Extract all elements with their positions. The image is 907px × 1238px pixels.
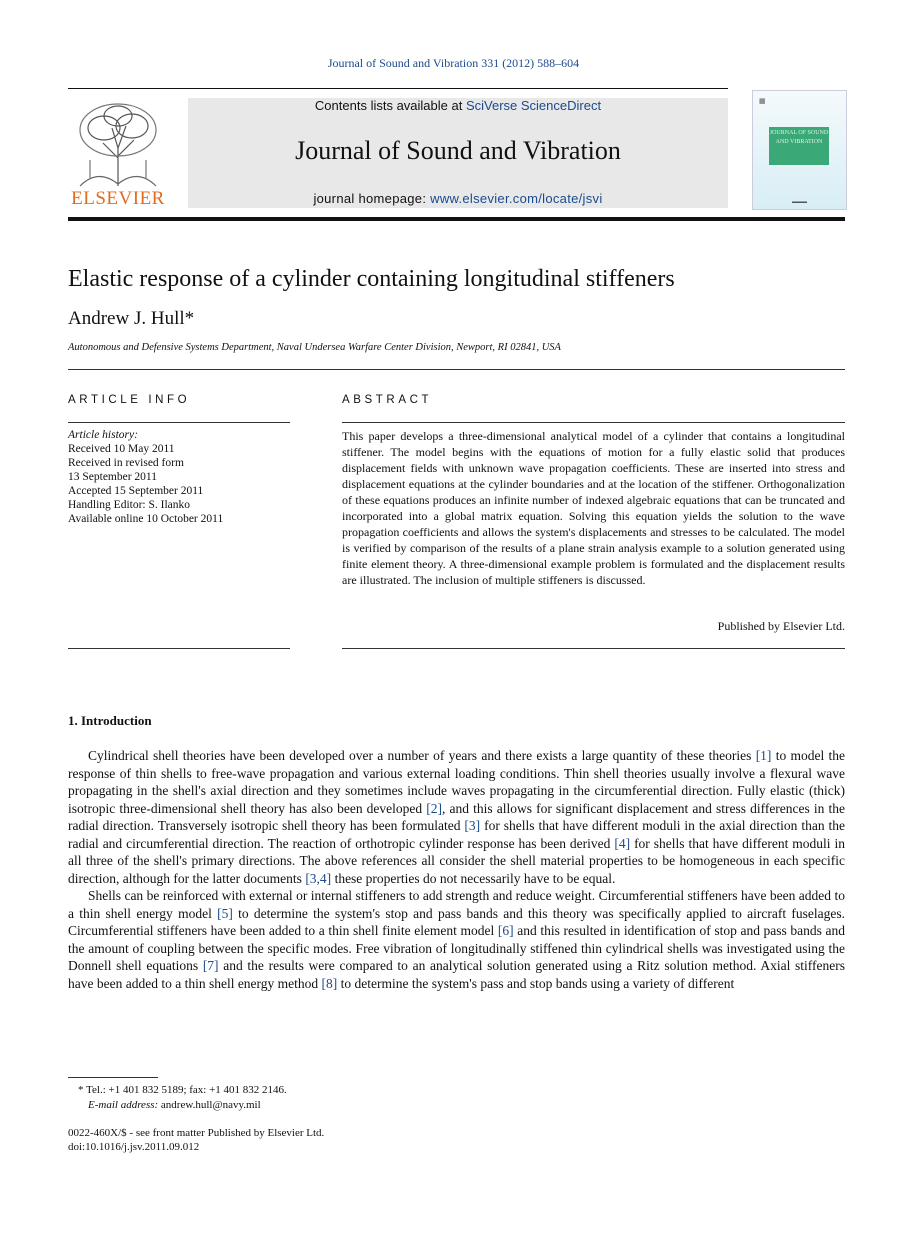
elsevier-wordmark: ELSEVIER — [71, 188, 165, 209]
history-item: 13 September 2011 — [68, 471, 158, 483]
citation-link[interactable]: [5] — [217, 905, 233, 921]
footnote-email-line — [68, 1098, 287, 1113]
text-run: to determine the system's pass and stop bands using a variety of different — [337, 975, 735, 991]
citation-link[interactable]: [7] — [202, 958, 219, 973]
homepage-prefix: journal homepage: — [313, 191, 431, 206]
text-run: to model the response of thin shells to free-wave propagation and various external loading conditions. Thin shell theories usually involve a flexural wave propagating in the shell's axial direction and they sometimes include waves propagating in the circumferential direction. Fully elastic (thick) isotropic three-dimensional shell theory has also been developed — [68, 748, 845, 816]
history-item: Received in revised form — [68, 457, 184, 469]
citation-link[interactable]: [1] — [755, 748, 772, 763]
author-affiliation: Autonomous and Defensive Systems Department, Naval Undersea Warfare Center Division, Newport, RI 02841, USA — [68, 342, 561, 353]
elsevier-tree-icon — [68, 98, 168, 188]
text-run: and the results were compared to an analytical solution generated using a Ritz solution method. Axial stiffeners have been added to a thin shell energy method — [68, 958, 846, 991]
abstract-rule — [342, 422, 845, 423]
author-footnote-mark[interactable]: * — [184, 308, 195, 329]
abstract-heading: ABSTRACT — [342, 394, 433, 406]
author-footnote — [68, 1083, 287, 1113]
author-line — [68, 308, 194, 330]
author-name: Andrew J. Hull — [68, 308, 185, 329]
footnote-contact: * Tel.: +1 401 832 5189; fax: +1 401 832 2146. — [78, 1084, 287, 1096]
header-rule — [68, 88, 728, 89]
abstract-text: This paper develops a three-dimensional analytical model of a cylinder that contains a longitudinal stiffener. The model begins with the equations of motion for a fully elastic solid that produces displacement fields with unknown wave propagation coefficients. These are inserted into stress and displacement equations at the cylinder boundaries and at the location of the stiffener. Orthogonalization of these equations produces an infinite number of indexed algebraic equations that can be truncated and incorporated into a global matrix equation. Solving this equation yields the solution to the wave propagation coefficients and allows the system's displacements and stresses to be calculated. The model is verified by comparison of the results of a plane strain analysis example to a solution generated using finite element theory. A three-dimensional example problem is formulated and the displacement results are illustrated. The inclusion of multiple stiffeners is discussed. — [342, 429, 845, 587]
article-info-bottom-rule — [68, 648, 290, 649]
paragraph — [68, 747, 845, 887]
journal-title: Journal of Sound and Vibration — [295, 136, 621, 165]
cover-title: JOURNAL OF SOUND AND VIBRATION — [769, 127, 829, 165]
elsevier-logo — [68, 98, 168, 210]
footnote-rule — [68, 1077, 158, 1078]
text-run: and this resulted in identification of stop and pass bands and the amount of coupling between the specific modes. Free vibration of longitudinally stiffened thin cylindrical shells was investigated using the Donnell shell equations — [68, 923, 846, 973]
front-matter-info — [68, 1126, 324, 1154]
paragraph — [68, 887, 845, 992]
cover-publisher-mark-icon: ▦ — [759, 97, 766, 105]
citation-link[interactable]: [6] — [497, 923, 514, 938]
journal-reference[interactable] — [0, 56, 907, 71]
contents-prefix: Contents lists available at — [314, 98, 466, 113]
citation-link[interactable]: [2] — [426, 800, 443, 816]
article-info-rule — [68, 422, 290, 423]
cover-footer-icon: ▬▬▬ — [792, 200, 807, 205]
history-label: Article history: — [68, 429, 138, 441]
contents-line — [188, 98, 728, 113]
citation-link[interactable]: [3] — [464, 818, 481, 833]
citation-link[interactable]: [4] — [614, 835, 631, 851]
article-title: Elastic response of a cylinder containing longitudinal stiffeners — [68, 266, 675, 292]
history-item: Accepted 15 September 2011 — [68, 485, 204, 497]
article-info-heading: ARTICLE INFO — [68, 394, 191, 406]
citation-link[interactable]: [3,4] — [305, 870, 332, 886]
journal-reference-link[interactable]: Journal of Sound and Vibration 331 (2012) 588–604 — [327, 56, 580, 70]
history-item: Handling Editor: S. Ilanko — [68, 499, 191, 511]
introduction-body — [68, 747, 845, 992]
text-run: for shells that have different moduli in all three of the shell's primary directions. The above references all consider the shell material properties to be homogeneous in each specific direction, although for the latter documents — [68, 835, 846, 886]
text-run: Cylindrical shell theories have been developed over a number of years and there exists a large quantity of these theories — [88, 748, 756, 763]
introduction-heading: 1. Introduction — [68, 713, 152, 728]
history-item: Available online 10 October 2011 — [68, 513, 224, 525]
doi-line[interactable]: doi:10.1016/j.jsv.2011.09.012 — [68, 1141, 200, 1153]
journal-banner — [188, 98, 728, 208]
email-address[interactable]: andrew.hull@navy.mil — [160, 1099, 261, 1111]
front-matter-line: 0022-460X/$ - see front matter Published by Elsevier Ltd. — [68, 1127, 325, 1139]
header-thick-rule — [68, 217, 845, 221]
text-run: these properties do not necessarily have to be equal. — [331, 870, 616, 886]
email-label: E-mail address: — [88, 1099, 159, 1111]
text-run: to determine the system's stop and pass bands and this theory was specifically applied to aircraft fuselages. Circumferential stiffeners have been added to a thin shell finite element model — [68, 905, 845, 938]
text-run: , and this allows for significant displacement and stress differences in the radial direction. Transversely isotropic shell theory has been formulated — [68, 800, 845, 833]
text-run: for shells that have different moduli in the axial direction than the radial and circumferential direction. The reaction of orthotropic cylinder response has been derived — [68, 818, 845, 851]
homepage-line — [188, 191, 728, 206]
history-item: Received 10 May 2011 — [68, 443, 175, 455]
abstract-bottom-rule — [342, 648, 845, 649]
abstract-publisher-note: Published by Elsevier Ltd. — [717, 619, 845, 633]
citation-link[interactable]: [8] — [321, 975, 338, 991]
affiliation-rule — [68, 369, 845, 370]
text-run: Shells can be reinforced with external or internal stiffeners to add strength and reduce weight. Circumferential stiffeners have been added to a thin shell energy model — [68, 888, 845, 921]
homepage-link[interactable]: www.elsevier.com/locate/jsvi — [430, 191, 603, 206]
article-history — [68, 428, 223, 526]
sciencedirect-link[interactable]: SciVerse ScienceDirect — [465, 98, 602, 113]
journal-cover-thumbnail[interactable] — [752, 90, 847, 210]
